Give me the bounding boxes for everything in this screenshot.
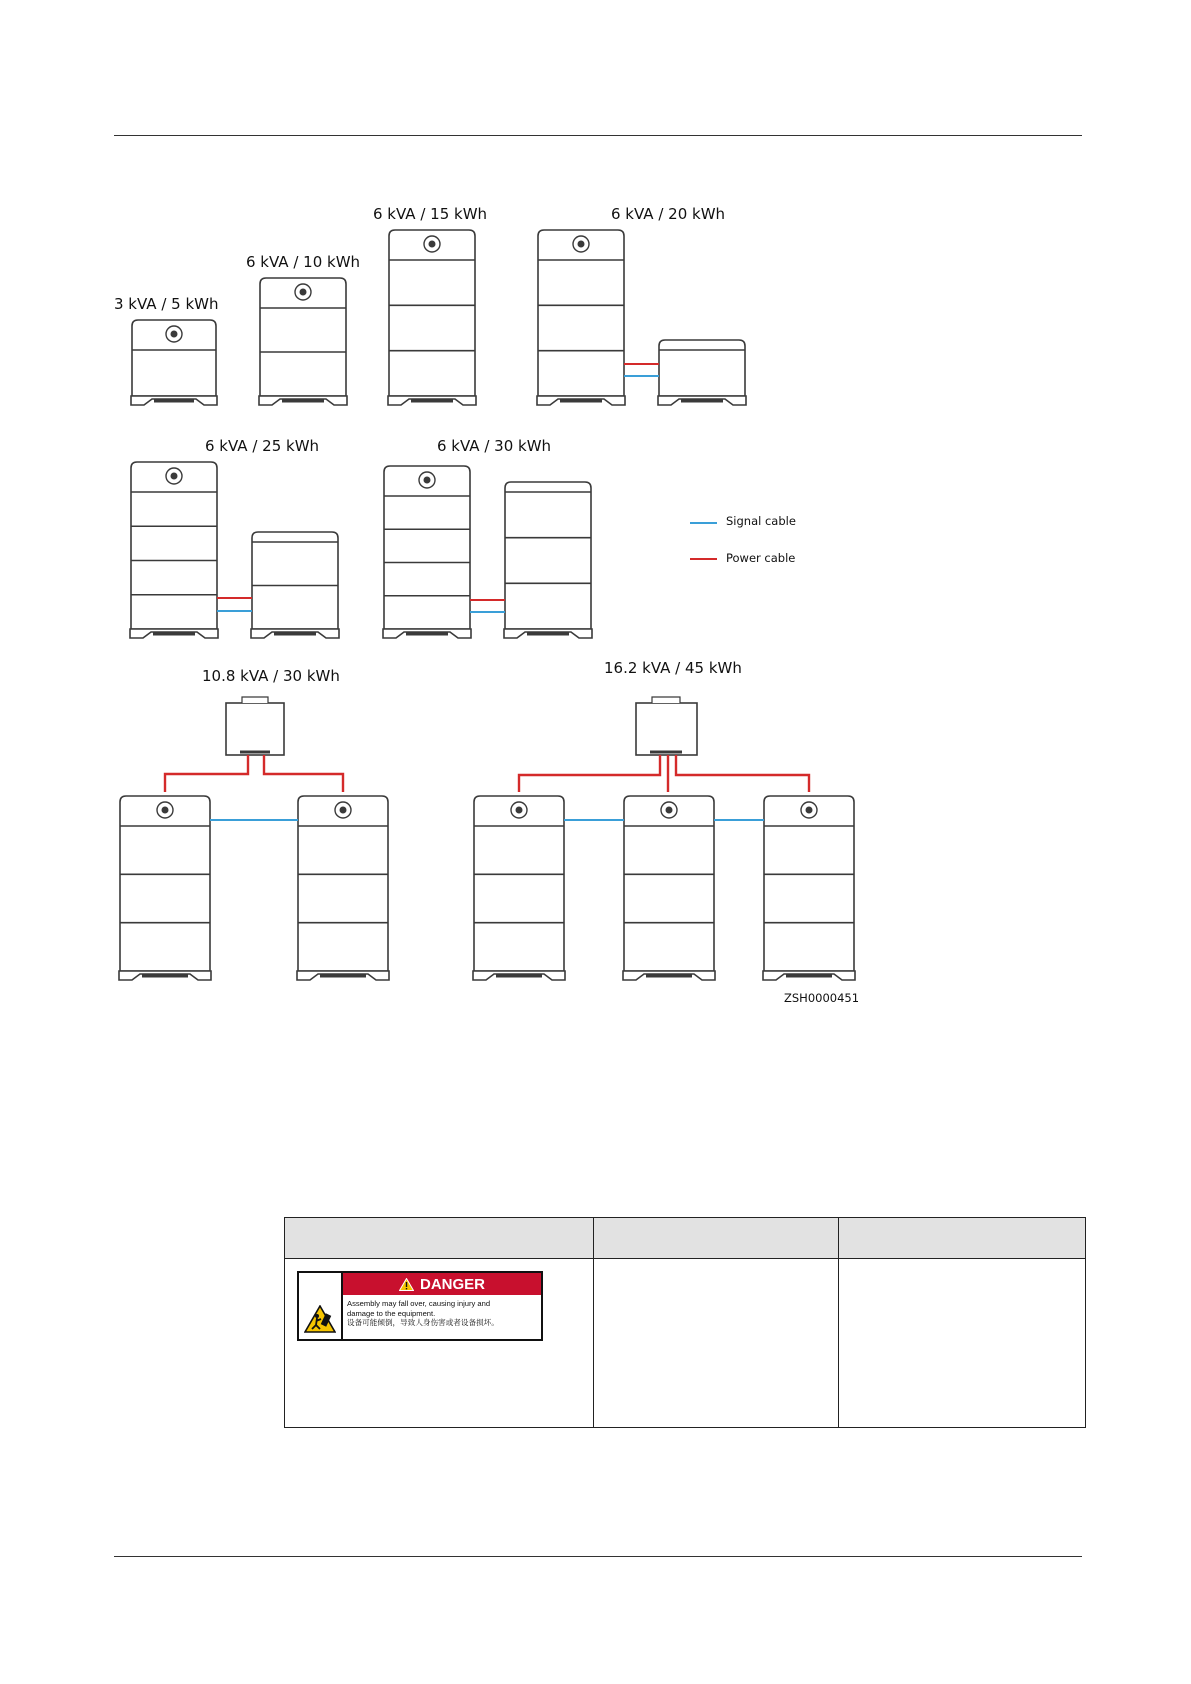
battery-stack-6kva-15kwh <box>388 230 476 405</box>
power-cable <box>676 755 809 792</box>
battery-stack-6kva-30kwh <box>383 466 471 638</box>
battery-stack-16-2kva-b <box>623 796 715 980</box>
expansion-body <box>252 532 338 629</box>
danger-title: DANGER <box>419 1275 485 1293</box>
stack-body <box>131 462 217 629</box>
danger-header <box>343 1273 541 1295</box>
legend-signal-cable: Signal cable <box>726 514 796 528</box>
battery-stack-6kva-10kwh <box>259 278 347 405</box>
stack-body <box>389 230 475 396</box>
power-cable <box>264 755 343 792</box>
danger-label <box>297 1271 543 1341</box>
stack-body <box>474 796 564 971</box>
label-table-header-cell <box>285 1218 594 1259</box>
battery-stack-10-8kva-b <box>297 796 389 980</box>
power-button-center <box>806 807 813 814</box>
power-button-center <box>578 241 585 248</box>
label-image-cell <box>285 1259 594 1428</box>
danger-message-line: damage to the equipment. <box>347 1308 436 1318</box>
config-label-10-8kva-30kwh: 10.8 kVA / 30 kWh <box>202 667 340 685</box>
config-label-16-2kva-45kwh: 16.2 kVA / 45 kWh <box>604 659 742 677</box>
config-label-6kva-25kwh: 6 kVA / 25 kWh <box>205 437 320 455</box>
backup-box-16-2kva <box>636 697 697 755</box>
footer-rule <box>114 1556 1082 1557</box>
battery-stack-10-8kva-a <box>119 796 211 980</box>
power-button-center <box>300 289 307 296</box>
stack-body <box>538 230 624 396</box>
power-button-center <box>171 473 178 480</box>
battery-stack-16-2kva-c <box>763 796 855 980</box>
danger-message-line: Assembly may fall over, causing injury and <box>347 1299 491 1308</box>
legend-power-cable: Power cable <box>726 551 796 565</box>
config-label-6kva-20kwh: 6 kVA / 20 kWh <box>611 205 726 223</box>
expansion-body <box>505 482 591 629</box>
config-label-6kva-30kwh: 6 kVA / 30 kWh <box>437 437 552 455</box>
label-table-cell <box>594 1259 839 1428</box>
power-button-center <box>516 807 523 814</box>
stack-body <box>384 466 470 629</box>
backup-box-top <box>652 697 680 703</box>
figure-id: ZSH0000451 <box>784 991 860 1005</box>
label-table-header-cell <box>594 1218 839 1259</box>
expansion-module-20kwh <box>658 340 746 405</box>
config-label-6kva-10kwh: 6 kVA / 10 kWh <box>246 253 361 271</box>
danger-message-line: 设备可能倾倒，导致人身伤害或者设备损坏。 <box>347 1318 499 1327</box>
power-cable <box>165 755 248 792</box>
power-cable <box>519 755 660 792</box>
label-table-row <box>285 1259 1086 1428</box>
backup-box-top <box>242 697 268 703</box>
warning-triangle-icon <box>399 1278 414 1291</box>
power-button-center <box>162 807 169 814</box>
power-button-center <box>429 241 436 248</box>
danger-message <box>343 1295 541 1328</box>
power-button-center <box>340 807 347 814</box>
power-button-center <box>666 807 673 814</box>
backup-box-body <box>636 703 697 755</box>
backup-box-10-8kva <box>226 697 284 755</box>
expansion-module-30kwh <box>504 482 592 638</box>
label-table-cell <box>839 1259 1086 1428</box>
config-label-6kva-15kwh: 6 kVA / 15 kWh <box>373 205 488 223</box>
power-button-center <box>424 477 431 484</box>
stack-body <box>764 796 854 971</box>
battery-stack-6kva-20kwh <box>537 230 625 405</box>
config-label-3kva-5kwh: 3 kVA / 5 kWh <box>114 295 219 313</box>
expansion-body <box>659 340 745 396</box>
battery-stack-6kva-25kwh <box>130 462 218 638</box>
stack-body <box>624 796 714 971</box>
battery-stack-16-2kva-a <box>473 796 565 980</box>
label-table <box>284 1217 1086 1428</box>
stack-body <box>120 796 210 971</box>
battery-stack-3kva-5kwh <box>131 320 217 405</box>
label-table-header-row <box>285 1218 1086 1259</box>
label-table-header-cell <box>839 1218 1086 1259</box>
power-button-center <box>171 331 178 338</box>
falling-equipment-warning-icon <box>299 1273 343 1339</box>
expansion-module-25kwh <box>251 532 339 638</box>
stack-body <box>298 796 388 971</box>
backup-box-body <box>226 703 284 755</box>
